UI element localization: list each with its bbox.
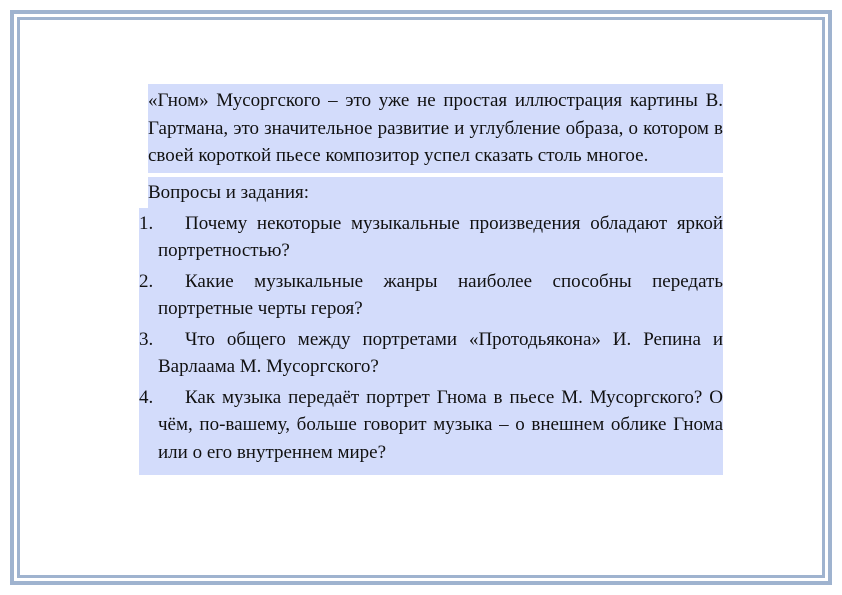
question-item-3 (139, 326, 723, 381)
questions-list (139, 208, 723, 476)
question-item-1 (139, 210, 723, 265)
question-number: 2. (139, 270, 154, 292)
intro-paragraph: «Гном» Мусоргского – это уже не простая иллюстрация картины В. Гартмана, это значительное развитие и углубление образа, о котором в своей короткой пьесе композитор успел сказать столь многое. (148, 84, 723, 173)
question-text: Что общего между портретами «Протодьякона» И. Репина и Варлаама М. Мусоргского? (158, 328, 723, 377)
question-item-2 (139, 268, 723, 323)
slide-text-block (139, 84, 723, 475)
question-text: Почему некоторые музыкальные произведения обладают яркой портретностью? (158, 212, 723, 261)
question-number: 3. (139, 328, 154, 350)
question-text: Как музыка передаёт портрет Гнома в пьесе М. Мусоргского? О чём, по-вашему, больше говорит музыка – о внешнем облике Гнома или о его внутреннем мире? (158, 386, 723, 463)
question-text: Какие музыкальные жанры наиболее способны передать портретные черты героя? (158, 270, 723, 319)
questions-heading: Вопросы и задания: (148, 177, 723, 208)
question-item-4 (139, 384, 723, 467)
question-number: 4. (139, 386, 154, 408)
question-number: 1. (139, 212, 154, 234)
